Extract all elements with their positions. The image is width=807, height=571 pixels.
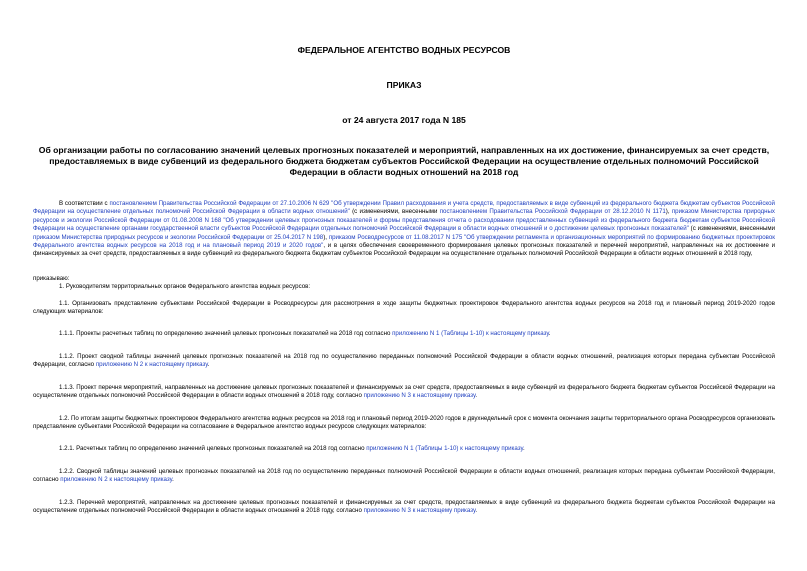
- item-1-1-2: [33, 339, 775, 370]
- item-text: 1.2.2. Сводной таблицы значений целевых прогнозных показателей на 2018 год по осуществлению переданных полномочий Российской Федерации в области водных отношений, реализация которых передана субъектам Российской Федерации, согласно: [33, 467, 775, 484]
- item-1: 1. Руководителям территориальных органов Федерального агентства водных ресурсов:: [59, 283, 311, 291]
- item-1-2: 1.2. По итогам защиты бюджетных проектировок Федерального агентства водных ресурсов на 2018 год и плановый период 2019-2020 годов в двухнедельный срок с момента окончания защиты территориального органа Росводресурсов организовать представление субъектами Российской Федерации на согласование в Федеральное агентство водных ресурсов следующих материалов:: [33, 414, 775, 430]
- item-text: .: [475, 392, 478, 400]
- link-postanovlenie-1171[interactable]: постановлением Правительства Российской Федерации от 28.12.2010 N 1171: [439, 208, 666, 216]
- item-1-2-2: [33, 454, 775, 485]
- item-1-1-3: [33, 370, 775, 401]
- item-text: 1.1.3. Проект перечня мероприятий, направленных на достижение целевых прогнозных показателей и финансируемых за счет средств, предоставляемых в виде субвенций из федерального бюджета бюджетам субъектов Российской Федерации на осуществление отдельных полномочий Российской Федерации в области водных отношений в 2018 году, согласно: [33, 383, 775, 400]
- preamble-text: (с изменениями, внесенными: [688, 225, 776, 233]
- link-prikaz-198[interactable]: приказом Министерства природных ресурсов и экологии Российской Федерации от 25.04.2017 N 198: [33, 233, 324, 241]
- preamble-text: (с изменениями, внесенными: [349, 208, 440, 216]
- item-text: .: [172, 476, 174, 484]
- preamble-paragraph: [33, 178, 775, 259]
- item-text: .: [207, 361, 210, 369]
- item-text: 1.2.3. Перечней мероприятий, направленных на достижение целевых прогнозных показателей и финансируемых за счет средств, предоставляемых в виде субвенций из федерального бюджета бюджетам субъектов Российской Федерации на осуществление отдельных полномочий Российской Федерации в области водных отношений в 2018 году, согласно: [33, 498, 775, 514]
- link-appendix-2[interactable]: приложению N 2 к настоящему приказу: [60, 476, 173, 484]
- link-appendix-3[interactable]: приложению N 3 к настоящему приказу: [363, 392, 476, 400]
- preamble-text: ),: [665, 208, 672, 216]
- link-appendix-1[interactable]: приложению N 1 (Таблицы 1-10) к настоящему приказу: [366, 445, 523, 453]
- item-text: .: [475, 506, 478, 514]
- link-appendix-1[interactable]: приложению N 1 (Таблицы 1-10) к настоящему приказу: [392, 330, 549, 338]
- document-type: ПРИКАЗ: [386, 80, 422, 90]
- document-date-number: от 24 августа 2017 года N 185: [342, 115, 466, 125]
- link-postanovlenie-629[interactable]: постановлением Правительства Российской Федерации от 27.10.2006 N 629 "Об утверждении Правил расходования и учета средств, предоставляемых в виде субвенций из федерального бюджета бюджетам субъектов Российской Федерации на осуществление отдельных полномочий Российской Федерации в области водных отношений": [33, 200, 775, 216]
- link-prikaz-168[interactable]: приказом Министерства природных ресурсов и экологии Российской Федерации от 01.08.2008 N 168 "Об утверждении целевых прогнозных показателей и формы представления отчета о расходовании предоставленных субвенций из федерального бюджета бюджетам субъектов Российской Федерации на осуществление органами государственной власти субъектов Российской Федерации отдельных полномочий Российской Федерации в области водных отношений и о достижении целевых прогнозных показателей": [33, 208, 775, 233]
- preamble-text: ),: [323, 233, 329, 241]
- preamble-text: , и в целях обеспечения своевременного формирования целевых прогнозных показателей и перечней мероприятий, направленных на их достижение и финансируемых за счет средств, предоставляемых в виде субвенций из федерального бюджета бюджетам субъектов Российской Федерации на осуществление отдельных полномочий Российской Федерации в области водных отношений в 2018 году,: [33, 242, 776, 258]
- preamble-text: В соответствии с: [59, 200, 110, 207]
- item-1-1: 1.1. Организовать представление субъектами Российской Федерации в Росводресурсы для рассмотрения в ходе защиты бюджетных проектировок Федерального агентства водных ресурсов на 2018 год и плановый период 2019-2020 годов следующих материалов:: [33, 299, 775, 316]
- agency-name: ФЕДЕРАЛЬНОЕ АГЕНТСТВО ВОДНЫХ РЕСУРСОВ: [297, 45, 511, 55]
- item-text: 1.1.1. Проекты расчетных таблиц по определению значений целевых прогнозных показателей на 2018 год согласно: [59, 330, 393, 338]
- link-appendix-2[interactable]: приложению N 2 к настоящему приказу: [95, 361, 208, 369]
- document-title: Об организации работы по согласованию значений целевых прогнозных показателей и мероприятий, направленных на их достижение, финансируемых за счет средств, предоставляемых в виде субвенций из федерального бюджета бюджетам субъектов Российской Федерации на осуществление отдельных полномочий Российской Федерации в области водных отношений на 2018 год: [38, 145, 770, 177]
- item-text: 1.2.1. Расчетных таблиц по определению значений целевых прогнозных показателей на 2018 год согласно: [59, 445, 367, 453]
- item-1-2-3: [33, 485, 775, 516]
- item-1-2-1: [33, 431, 775, 453]
- item-1-1-1: [33, 316, 775, 338]
- item-text: .: [522, 445, 525, 453]
- item-text: 1.1.2. Проект сводной таблицы значений целевых прогнозных показателей на 2018 год по осуществлению переданных полномочий Российской Федерации в области водных отношений, реализация которых передана субъектам Российской Федерации, согласно: [33, 352, 775, 369]
- order-word: приказываю:: [33, 274, 70, 282]
- link-appendix-3[interactable]: приложению N 3 к настоящему приказу: [363, 506, 476, 514]
- link-prikaz-175[interactable]: приказом Росводресурсов от 11.08.2017 N 175 "Об утверждении регламента и организационных мероприятий по формированию бюджетных проектировок Федерального агентства водных ресурсов на 2018 год и на плановый период 2019 и 2020 годов": [33, 233, 775, 250]
- item-text: .: [548, 330, 551, 338]
